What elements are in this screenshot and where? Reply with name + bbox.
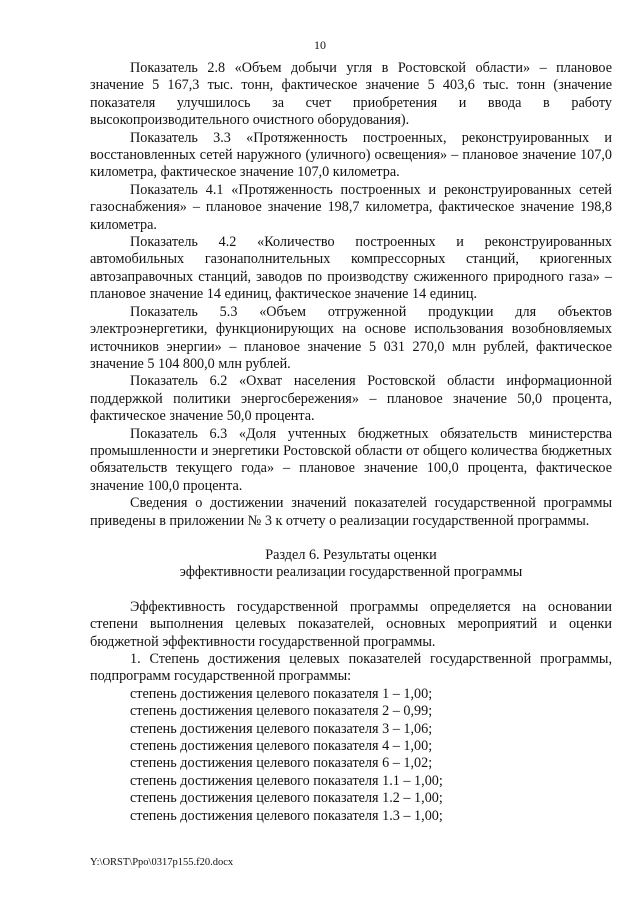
paragraph-appendix-reference: Сведения о достижении значений показателей государственной программы приведены в приложении № 3 к отчету о реализации государственной программы. bbox=[90, 495, 612, 529]
paragraph-indicator-6-2: Показатель 6.2 «Охват населения Ростовской области информационной поддержкой политики энергосбережения» – плановое значение 50,0 процента, фактическое значение 50,0 процента. bbox=[90, 373, 612, 425]
paragraph-indicator-3-3: Показатель 3.3 «Протяженность построенных, реконструированных и восстановленных сетей наружного (уличного) освещения» – плановое значение 107,0 километра, фактическое значение 107,0 километра. bbox=[90, 129, 612, 181]
list-item: степень достижения целевого показателя 1.2 – 1,00; bbox=[130, 790, 443, 807]
list-item: степень достижения целевого показателя 1.3 – 1,00; bbox=[130, 807, 443, 824]
list-item: степень достижения целевого показателя 1 – 1,00; bbox=[130, 685, 433, 702]
section-title-line-1: Раздел 6. Результаты оценки bbox=[265, 546, 437, 563]
document-body bbox=[90, 60, 612, 825]
paragraph-indicator-2-8: Показатель 2.8 «Объем добычи угля в Ростовской области» – плановое значение 5 167,3 тыс. тонн, фактическое значение 5 403,6 тыс. тонн (значение показателя улучшилось за счет приобретения и ввода в работу высокопроизводительного очистного оборудования). bbox=[90, 60, 612, 129]
section-title-line-2: эффективности реализации государственной программы bbox=[179, 564, 523, 581]
page-number: 10 bbox=[314, 38, 326, 52]
list-item: степень достижения целевого показателя 6 – 1,02; bbox=[130, 755, 433, 772]
paragraph-efficiency-intro: Эффективность государственной программы определяется на основании степени выполнения целевых показателей, основных мероприятий и оценки бюджетной эффективности государственной программы. bbox=[90, 598, 612, 650]
paragraph-indicator-4-2: Показатель 4.2 «Количество построенных и реконструированных автомобильных газонаполнительных компрессорных станций, криогенных автозаправочных станций, заводов по производству сжиженного природного газа» – плановое значение 14 единиц, фактическое значение 14 единиц. bbox=[90, 234, 612, 303]
paragraph-indicator-6-3: Показатель 6.3 «Доля учтенных бюджетных обязательств министерства промышленности и энергетики Ростовской области от общего количества бюджетных обязательств текущего года» – плановое значение 100,0 процента, фактическое значение 100,0 процента. bbox=[90, 425, 612, 494]
paragraph-indicator-4-1: Показатель 4.1 «Протяженность построенных и реконструированных сетей газоснабжения» – плановое значение 198,7 километра, фактическое значение 198,8 километра. bbox=[90, 181, 612, 233]
list-item: степень достижения целевого показателя 3 – 1,06; bbox=[130, 720, 433, 737]
paragraph-indicator-5-3: Показатель 5.3 «Объем отгруженной продукции для объектов электроэнергетики, функционирующих на основе использования возобновляемых источников энергии» – плановое значение 5 031 270,0 млн рублей, фактическое значение 5 104 800,0 млн рублей. bbox=[90, 303, 612, 372]
list-item: степень достижения целевого показателя 4 – 1,00; bbox=[130, 738, 433, 755]
list-item: степень достижения целевого показателя 1.1 – 1,00; bbox=[130, 772, 443, 789]
section-heading bbox=[90, 547, 612, 582]
footer-file-path: Y:\ORST\Ppo\0317p155.f20.docx bbox=[90, 857, 234, 868]
paragraph-achievement-degree: 1. Степень достижения целевых показателей государственной программы, подпрограмм государственной программы: bbox=[90, 651, 612, 685]
list-item: степень достижения целевого показателя 2 – 0,99; bbox=[130, 703, 433, 720]
